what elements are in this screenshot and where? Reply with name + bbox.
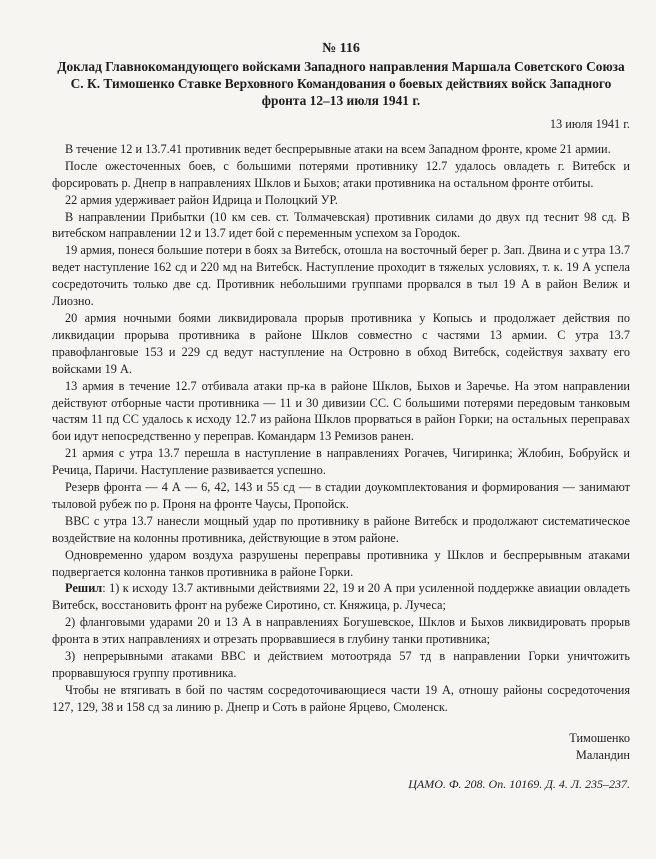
paragraph: В направлении Прибытки (10 км сев. ст. Толмачевская) противник силами до двух пд теснит 98 сд. В витебском направлении 12 и 13.7 идет бой с переменным успехом за Городок. <box>52 209 630 241</box>
paragraph: 20 армия ночными боями ликвидировала прорыв противника у Копысь и продолжает действия по ликвидации прорыва противника в районе Шклов совместно с частями 13 армии. С утра 13.7 правофланговые 153 и 229 сд ведут наступление на Островно в обход Витебск, содействуя захвату его войсками 19 А. <box>52 310 630 376</box>
decision-first-item: : 1) к исходу 13.7 активными действиями 22, 19 и 20 А при усиленной поддержке авиации овладеть Витебск, восстановить фронт на рубеже Сиротино, ст. Княжица, р. Лучеса; <box>52 581 630 613</box>
decision-item: 2) фланговыми ударами 20 и 13 А в направлениях Богушевское, Шклов и Быхов ликвидировать прорыв фронта в этих направлениях и отрезать прорвавшиеся в глубину танки противника; <box>52 615 630 647</box>
signature-block <box>52 730 630 764</box>
document-title: Доклад Главнокомандующего войсками Западного направления Маршала Советского Союза С. К. Тимошенко Ставке Верховного Командования о боевых действиях войск Западного фронта 12–13 июля 1941 г. <box>57 59 625 108</box>
document-body <box>52 141 630 716</box>
closing-paragraph: Чтобы не втягивать в бой по частям сосредоточивающиеся части 19 А, отношу районы сосредоточения 127, 129, 38 и 158 сд за линию р. Днепр и Соть в районе Ярцево, Смоленск. <box>52 682 630 714</box>
paragraph: Резерв фронта — 4 А — 6, 42, 143 и 55 сд — в стадии доукомплектования и формирования — занимают тыловой рубеж по р. Проня на фронте Чаусы, Пропойск. <box>52 480 630 511</box>
paragraph: 22 армия удерживает район Идрица и Полоцкий УР. <box>65 192 338 207</box>
signature: Маландин <box>575 747 630 762</box>
paragraph: 19 армия, понеся большие потери в боях за Витебск, отошла на восточный берег р. Зап. Двина и с утра 13.7 ведет наступление 162 сд и 220 мд на Витебск. Наступление проходит в тяжелых условиях, т. к. 19 А успела сосредоточить только две сд. Противник небольшими группами прорвался в тыл 19 А в район Велиж и Лиозно. <box>52 243 630 309</box>
document-page <box>52 40 630 793</box>
decision-paragraph <box>52 580 630 614</box>
document-date: 13 июля 1941 г. <box>549 117 630 131</box>
paragraph: ВВС с утра 13.7 нанесли мощный удар по противнику в районе Витебск и продолжают систематическое воздействие на колонны противника, действующие в этом районе. <box>52 513 630 545</box>
decision-lead: Решил <box>65 581 103 596</box>
paragraph: В течение 12 и 13.7.41 противник ведет беспрерывные атаки на всем Западном фронте, кроме 21 армии. <box>65 141 611 156</box>
archive-source: ЦАМО. Ф. 208. Оп. 10169. Д. 4. Л. 235–237. <box>408 776 630 791</box>
paragraph: 21 армия с утра 13.7 перешла в наступление в направлениях Рогачев, Чигиринка; Жлобин, Бобруйск и Речица, Паричи. Наступление развивается успешно. <box>52 446 630 478</box>
paragraph: Одновременно ударом воздуха разрушены переправы противника у Шклов и беспрерывным атаками подвергается колонна танков противника в районе Горки. <box>52 547 630 579</box>
paragraph: После ожесточенных боев, с большими потерями противнику 12.7 удалось овладеть г. Витебск и форсировать р. Днепр в направлениях Шклов и Быхов; атаки противника на остальном фронте отбиты. <box>52 158 630 190</box>
signature: Тимошенко <box>569 730 630 745</box>
paragraph: 13 армия в течение 12.7 отбивала атаки пр-ка в районе Шклов, Быхов и Заречье. На этом направлении действуют отборные части противника — 11 и 30 дивизии СС. С большими потерями передовым танковым частям 11 пд СС удалось к исходу 12.7 из района Шклов прорваться в район Горки; на остальных переправах бои идут непосредственно у переправ. Командарм 13 Ремизов ранен. <box>52 378 630 444</box>
document-number: № 116 <box>322 41 360 56</box>
decision-item: 3) непрерывными атаками ВВС и действием мотоотряда 57 тд в направлении Горки уничтожить прорвавшуюся группу противника. <box>52 649 630 680</box>
